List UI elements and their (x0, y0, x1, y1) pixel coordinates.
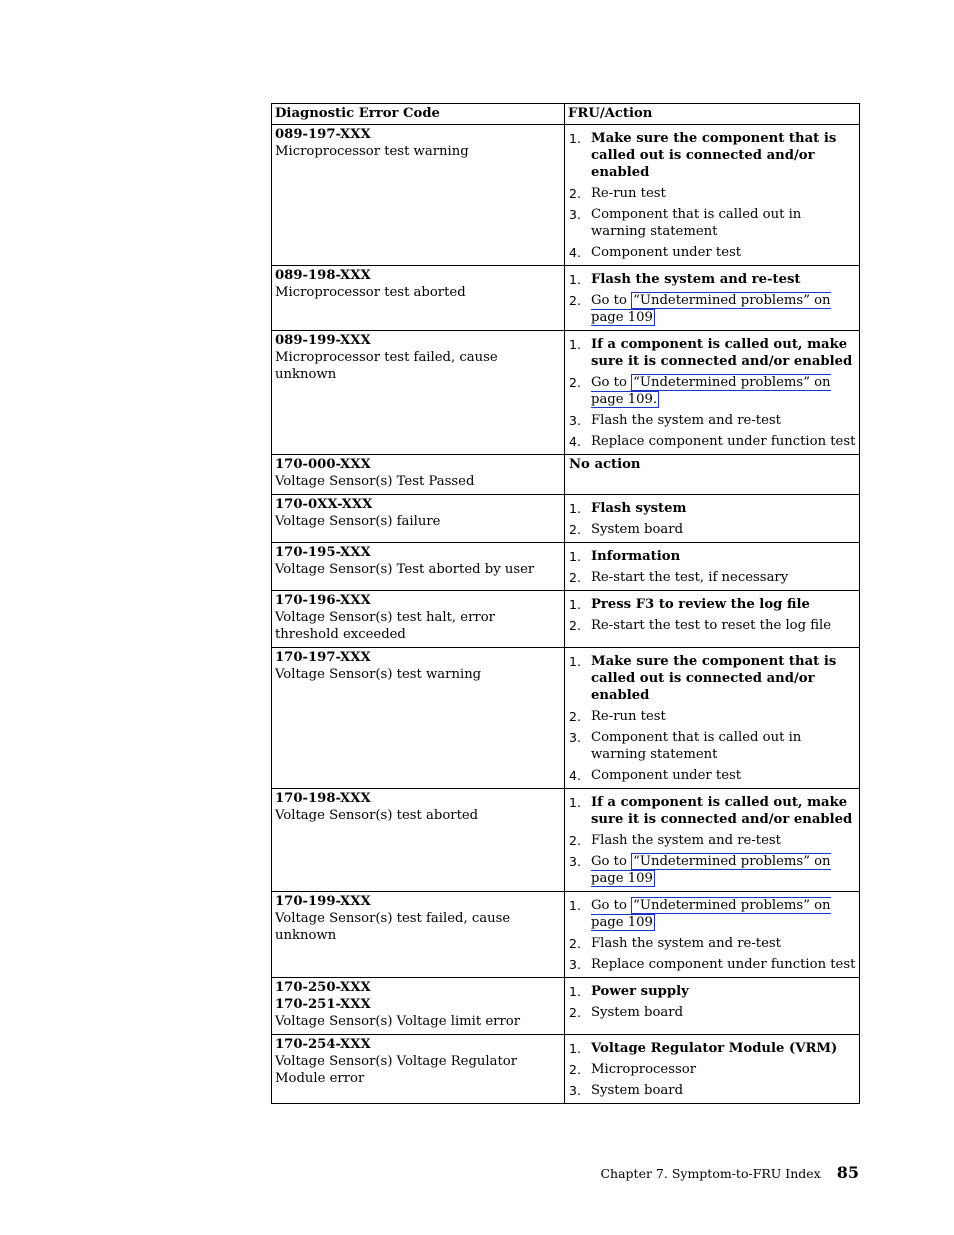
error-code-cell (272, 978, 565, 1035)
step-number: 3. (569, 413, 581, 428)
step-text: Voltage Regulator Module (VRM) (591, 1041, 838, 1056)
step-number: 1. (569, 654, 581, 669)
step-number: 2. (569, 570, 581, 585)
error-code: 089-197-XXX (275, 127, 371, 142)
step-number: 1. (569, 898, 581, 913)
header-error-code: Diagnostic Error Code (272, 104, 565, 125)
table-row (272, 455, 860, 495)
fru-action-cell (565, 892, 860, 978)
step-prefix: Go to (591, 293, 632, 308)
action-step (569, 832, 857, 849)
step-text: Make sure the component that is called out is connected and/or enabled (591, 654, 837, 703)
step-text (591, 374, 831, 408)
action-steps-list (569, 897, 857, 973)
step-text: Flash the system and re-test (591, 413, 781, 428)
error-code-cell (272, 455, 565, 495)
action-step (569, 244, 857, 261)
table-row (272, 789, 860, 892)
action-steps-list (569, 794, 857, 887)
step-text (591, 897, 831, 931)
step-number: 2. (569, 186, 581, 201)
step-prefix: Go to (591, 375, 632, 390)
action-step (569, 500, 857, 517)
error-description: Voltage Sensor(s) test aborted (275, 808, 479, 823)
step-text: Re-start the test, if necessary (591, 570, 789, 585)
step-number: 1. (569, 549, 581, 564)
action-step (569, 271, 857, 288)
action-step (569, 653, 857, 704)
step-number: 1. (569, 984, 581, 999)
action-steps-list (569, 500, 857, 538)
header-fru-action: FRU/Action (565, 104, 860, 125)
step-number: 2. (569, 522, 581, 537)
step-text: Flash the system and re-test (591, 936, 781, 951)
step-text: System board (591, 1005, 684, 1020)
action-steps-list (569, 336, 857, 450)
step-text (591, 292, 831, 326)
table-row (272, 125, 860, 266)
error-code: 170-250-XXX (275, 980, 371, 995)
page-footer (600, 1163, 859, 1182)
step-number: 2. (569, 1005, 581, 1020)
action-step (569, 1004, 857, 1021)
action-step (569, 794, 857, 828)
error-code-cell (272, 331, 565, 455)
fru-action-cell (565, 331, 860, 455)
step-text: If a component is called out, make sure it is connected and/or enabled (591, 337, 853, 369)
error-code-cell (272, 266, 565, 331)
error-code: 170-0XX-XXX (275, 497, 373, 512)
error-description: Microprocessor test aborted (275, 285, 466, 300)
fru-action-cell (565, 1035, 860, 1104)
error-description: Voltage Sensor(s) Test Passed (275, 474, 475, 489)
step-number: 2. (569, 833, 581, 848)
action-step (569, 433, 857, 450)
step-number: 3. (569, 957, 581, 972)
step-text: Component that is called out in warning statement (591, 730, 802, 762)
step-number: 1. (569, 337, 581, 352)
error-description: Voltage Sensor(s) Voltage Regulator Module error (275, 1054, 518, 1086)
step-number: 4. (569, 768, 581, 783)
table-row (272, 266, 860, 331)
action-step (569, 206, 857, 240)
step-number: 3. (569, 1083, 581, 1098)
error-code-cell (272, 789, 565, 892)
action-step (569, 935, 857, 952)
step-text: Component that is called out in warning statement (591, 207, 802, 239)
fru-action-cell (565, 789, 860, 892)
action-step (569, 1061, 857, 1078)
fru-action-cell (565, 495, 860, 543)
action-step (569, 292, 857, 326)
step-text: Replace component under function test (591, 957, 856, 972)
fru-action-cell (565, 648, 860, 789)
error-code-cell (272, 892, 565, 978)
step-text: System board (591, 522, 684, 537)
footer-chapter-title: Chapter 7. Symptom-to-FRU Index (600, 1166, 821, 1181)
step-text: System board (591, 1083, 684, 1098)
step-text: Flash system (591, 501, 687, 516)
action-step (569, 767, 857, 784)
fru-action-cell (565, 543, 860, 591)
cross-reference-link[interactable]: “Undetermined problems” on page 109. (591, 375, 831, 407)
error-code: 170-196-XXX (275, 593, 371, 608)
error-code: 170-251-XXX (275, 997, 371, 1012)
step-number: 1. (569, 1041, 581, 1056)
error-description: Voltage Sensor(s) Voltage limit error (275, 1014, 521, 1029)
action-step (569, 617, 857, 634)
action-steps-list (569, 653, 857, 784)
action-steps-list (569, 271, 857, 326)
step-number: 2. (569, 709, 581, 724)
table-row (272, 648, 860, 789)
step-text: Replace component under function test (591, 434, 856, 449)
step-number: 1. (569, 795, 581, 810)
action-step (569, 1040, 857, 1057)
action-steps-list (569, 983, 857, 1021)
step-prefix: Go to (591, 854, 632, 869)
fru-action-cell (565, 978, 860, 1035)
step-number: 3. (569, 854, 581, 869)
step-number: 2. (569, 1062, 581, 1077)
error-code: 170-195-XXX (275, 545, 371, 560)
cross-reference-link[interactable]: “Undetermined problems” on page 109 (591, 898, 831, 930)
error-code-cell (272, 543, 565, 591)
step-number: 1. (569, 131, 581, 146)
step-text: Flash the system and re-test (591, 272, 801, 287)
action-step (569, 374, 857, 408)
table-header-row (272, 104, 860, 125)
step-text: Press F3 to review the log file (591, 597, 810, 612)
action-step (569, 336, 857, 370)
fru-action-cell (565, 266, 860, 331)
step-text: If a component is called out, make sure it is connected and/or enabled (591, 795, 853, 827)
error-description: Microprocessor test failed, cause unknown (275, 350, 498, 382)
step-number: 3. (569, 207, 581, 222)
error-code-cell (272, 495, 565, 543)
table-row (272, 892, 860, 978)
error-code: 170-000-XXX (275, 457, 371, 472)
action-steps-list (569, 548, 857, 586)
action-step (569, 956, 857, 973)
table-body (272, 125, 860, 1104)
action-step (569, 897, 857, 931)
step-number: 1. (569, 272, 581, 287)
step-number: 4. (569, 245, 581, 260)
step-text: Flash the system and re-test (591, 833, 781, 848)
step-number: 4. (569, 434, 581, 449)
action-steps-list (569, 130, 857, 261)
step-number: 1. (569, 501, 581, 516)
error-code-cell (272, 648, 565, 789)
error-description: Voltage Sensor(s) Test aborted by user (275, 562, 535, 577)
table-row (272, 1035, 860, 1104)
error-code: 170-198-XXX (275, 791, 371, 806)
action-step (569, 708, 857, 725)
table-row (272, 495, 860, 543)
action-step (569, 130, 857, 181)
step-text: Component under test (591, 245, 742, 260)
table-row (272, 978, 860, 1035)
error-code: 170-197-XXX (275, 650, 371, 665)
step-text: Power supply (591, 984, 689, 999)
step-number: 2. (569, 936, 581, 951)
step-text: Re-start the test to reset the log file (591, 618, 832, 633)
action-steps-list (569, 1040, 857, 1099)
cross-reference-link[interactable]: “Undetermined problems” on page 109 (591, 293, 831, 325)
action-step (569, 412, 857, 429)
step-text: Re-run test (591, 709, 666, 724)
error-code: 089-199-XXX (275, 333, 371, 348)
step-text (591, 853, 831, 887)
action-step (569, 729, 857, 763)
action-step (569, 1082, 857, 1099)
error-code: 089-198-XXX (275, 268, 371, 283)
step-text: Microprocessor (591, 1062, 697, 1077)
action-step (569, 548, 857, 565)
action-text: No action (569, 457, 641, 472)
step-number: 2. (569, 375, 581, 390)
error-description: Voltage Sensor(s) test warning (275, 667, 482, 682)
table-row (272, 543, 860, 591)
error-description: Voltage Sensor(s) test halt, error threshold exceeded (275, 610, 495, 642)
fru-action-cell (565, 591, 860, 648)
error-description: Voltage Sensor(s) test failed, cause unknown (275, 911, 511, 943)
step-text: Make sure the component that is called out is connected and/or enabled (591, 131, 837, 180)
action-step (569, 521, 857, 538)
action-step (569, 569, 857, 586)
step-text: Component under test (591, 768, 742, 783)
fru-action-cell (565, 455, 860, 495)
error-code-cell (272, 1035, 565, 1104)
error-code: 170-199-XXX (275, 894, 371, 909)
step-number: 2. (569, 293, 581, 308)
error-code-cell (272, 125, 565, 266)
table-row (272, 331, 860, 455)
action-steps-list (569, 596, 857, 634)
action-step (569, 853, 857, 887)
step-number: 3. (569, 730, 581, 745)
step-text: Information (591, 549, 681, 564)
step-prefix: Go to (591, 898, 632, 913)
step-text: Re-run test (591, 186, 666, 201)
step-number: 1. (569, 597, 581, 612)
table-row (272, 591, 860, 648)
step-number: 2. (569, 618, 581, 633)
action-step (569, 983, 857, 1000)
cross-reference-link[interactable]: “Undetermined problems” on page 109 (591, 854, 831, 886)
action-step (569, 185, 857, 202)
error-code-cell (272, 591, 565, 648)
error-description: Voltage Sensor(s) failure (275, 514, 441, 529)
diagnostic-error-table (271, 103, 860, 1104)
action-step (569, 596, 857, 613)
fru-action-cell (565, 125, 860, 266)
page-number: 85 (836, 1163, 859, 1182)
error-code: 170-254-XXX (275, 1037, 371, 1052)
error-description: Microprocessor test warning (275, 144, 469, 159)
